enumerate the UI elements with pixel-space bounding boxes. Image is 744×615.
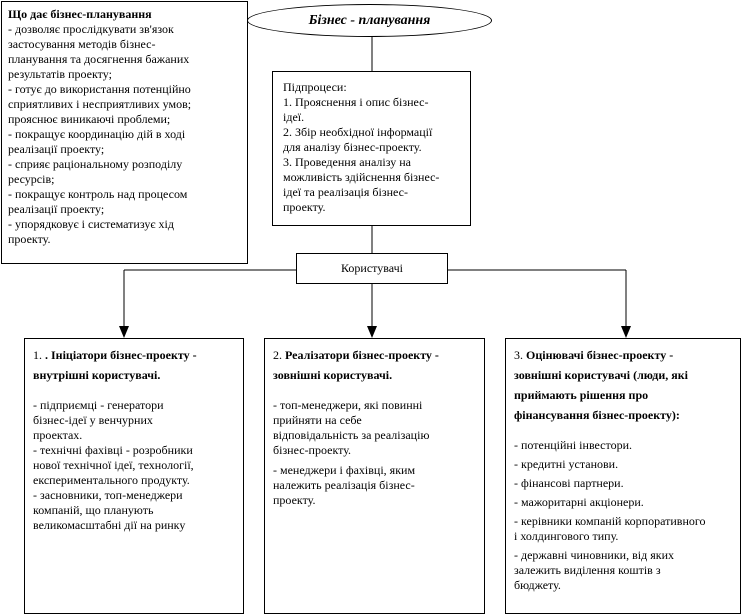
benefits-line: результатів проекту;: [8, 67, 112, 81]
benefits-line: - сприяє раціональному розподілу: [8, 157, 183, 171]
evaluators-box: [505, 338, 741, 614]
evaluators-number: 3.: [514, 348, 526, 362]
implementers-box: [264, 338, 485, 614]
initiators-number: 1.: [33, 348, 45, 362]
implementers-title-text: Реалізатори бізнес-проекту -: [285, 348, 439, 362]
evaluators-line: - керівники компаній корпоративного: [514, 514, 706, 528]
subprocess-line: 1. Прояснення і опис бізнес-: [283, 95, 429, 109]
benefits-line: планування та досягнення бажаних: [8, 52, 190, 66]
benefits-title: Що дає бізнес-планування: [8, 7, 152, 21]
evaluators-line: - державні чиновники, від яких: [514, 548, 674, 562]
implementers-number: 2.: [273, 348, 285, 362]
initiators-line: експериментального продукту.: [33, 473, 190, 487]
evaluators-line: - фінансові партнери.: [514, 476, 624, 490]
benefits-line: реалізації проекту;: [8, 202, 105, 216]
implementers-line: бізнес-проекту.: [273, 443, 351, 457]
benefits-line: реалізації проекту;: [8, 142, 105, 156]
initiators-line: - засновники, топ-менеджери: [33, 488, 183, 502]
subprocess-line: проекту.: [283, 200, 326, 214]
benefits-line: ресурсів;: [8, 172, 55, 186]
initiators-line: - технічні фахівці - розробники: [33, 443, 193, 457]
arrow-to-box2: [367, 326, 377, 338]
evaluators-list: [514, 438, 732, 593]
evaluators-subtitle: зовнішні користувачі (люди, які: [514, 368, 689, 382]
evaluators-line: - потенційні інвестори.: [514, 438, 632, 452]
subprocess-line: можливість здійснення бізнес-: [283, 170, 440, 184]
initiators-list: [33, 398, 235, 533]
initiators-line: великомасштабні дії на ринку: [33, 518, 186, 532]
diagram-title: Бізнес - планування: [308, 12, 431, 28]
subprocess-line: 3. Проведення аналізу на: [283, 155, 411, 169]
benefits-list: [8, 22, 241, 247]
evaluators-title: [514, 348, 732, 363]
evaluators-subtitle: приймають рішення про: [514, 388, 649, 402]
initiators-line: бізнес-ідеї у венчурних: [33, 413, 153, 427]
users-box: [296, 253, 448, 284]
implementers-line: - менеджери і фахівці, яким: [273, 463, 416, 477]
initiators-box: [24, 338, 244, 614]
benefits-line: - покращує контроль над процесом: [8, 187, 188, 201]
initiators-title: [33, 348, 235, 363]
subprocess-line: ідеї.: [283, 110, 305, 124]
evaluators-line: бюджету.: [514, 578, 561, 592]
initiators-line: нової технічної ідеї, технології,: [33, 458, 194, 472]
benefits-line: - упорядковує і систематизує хід: [8, 217, 174, 231]
benefits-box: [1, 1, 248, 264]
subprocess-line: ідеї та реалізація бізнес-: [283, 185, 408, 199]
benefits-line: - дозволяє прослідкувати зв'язок: [8, 22, 174, 36]
subprocesses-box: [272, 71, 471, 226]
initiators-line: компаній, що планують: [33, 503, 154, 517]
implementers-line: належить реалізація бізнес-: [273, 478, 415, 492]
benefits-line: сприятливих і несприятливих умов;: [8, 97, 192, 111]
initiators-subtitle: внутрішні користувачі.: [33, 368, 161, 382]
arrow-to-box1: [119, 326, 129, 338]
initiators-title-text: . Ініціатори бізнес-проекту -: [45, 348, 197, 362]
evaluators-line: і холдингового типу.: [514, 529, 619, 543]
evaluators-title-text: Оцінювачі бізнес-проекту -: [526, 348, 674, 362]
benefits-line: проекту.: [8, 232, 51, 246]
arrow-to-box3: [621, 326, 631, 338]
evaluators-line: - мажоритарні акціонери.: [514, 495, 644, 509]
implementers-line: - топ-менеджери, які повинні: [273, 398, 423, 412]
evaluators-subtitle: фінансування бізнес-проекту):: [514, 408, 680, 422]
initiators-line: - підприємці - генератори: [33, 398, 164, 412]
subprocess-line: для аналізу бізнес-проекту.: [283, 140, 422, 154]
implementers-subtitle: зовнішні користувачі.: [273, 368, 393, 382]
title-ellipse: [247, 4, 492, 37]
implementers-line: проекту.: [273, 493, 316, 507]
users-label: Користувачі: [341, 261, 403, 275]
implementers-line: прийняти на себе: [273, 413, 362, 427]
benefits-line: - готує до використання потенційно: [8, 82, 191, 96]
implementers-list: [273, 398, 476, 508]
implementers-line: відповідальність за реалізацію: [273, 428, 430, 442]
implementers-title: [273, 348, 476, 363]
subprocess-line: Підпроцеси:: [283, 80, 347, 94]
benefits-line: - покращує координацію дій в ході: [8, 127, 186, 141]
benefits-line: прояснює виникаючі проблеми;: [8, 112, 171, 126]
benefits-line: застосування методів бізнес-: [8, 37, 156, 51]
initiators-line: проектах.: [33, 428, 83, 442]
evaluators-line: - кредитні установи.: [514, 457, 619, 471]
evaluators-line: залежить виділення коштів з: [514, 563, 661, 577]
subprocess-line: 2. Збір необхідної інформації: [283, 125, 433, 139]
